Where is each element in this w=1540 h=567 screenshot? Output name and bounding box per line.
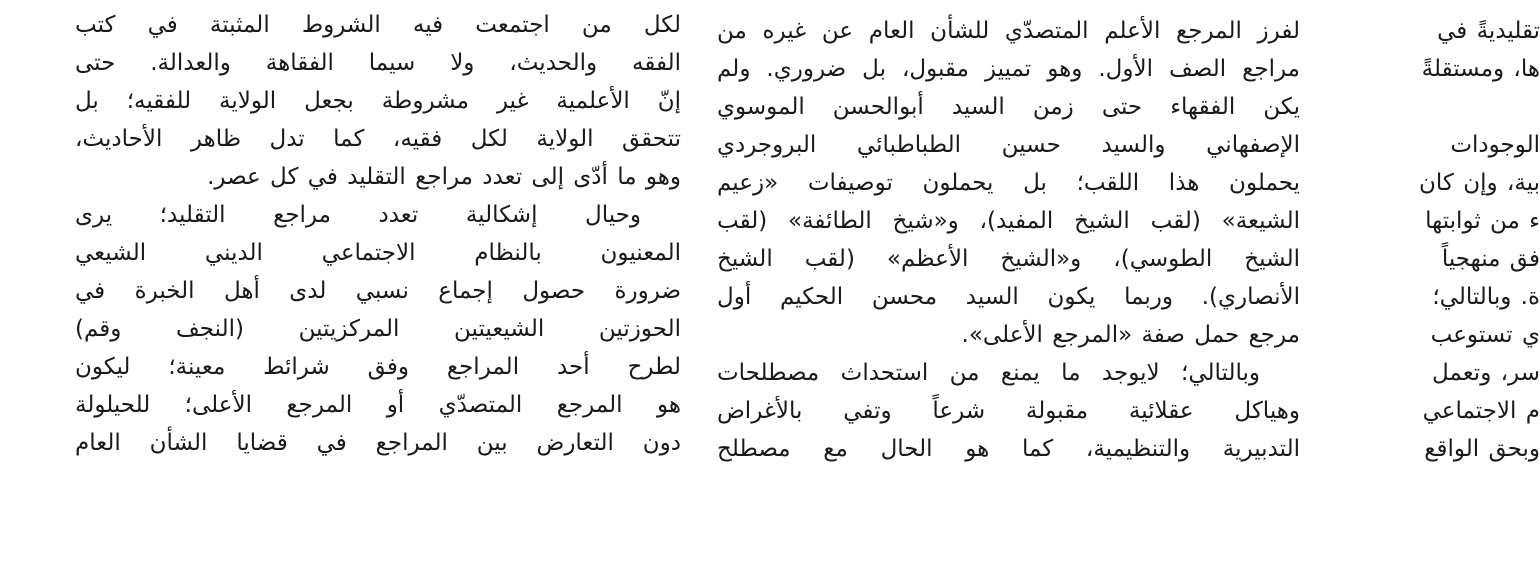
text-line: ة. وبالتالي؛ (1432, 284, 1540, 310)
text-line: وهو ما أدّى إلى تعدد مراجع التقليد في كل عصر. (207, 164, 681, 190)
text-line: الإصفهاني والسيد حسين الطباطبائي البروجردي (717, 132, 1300, 158)
text-line: ها، ومستقلةً (1421, 56, 1540, 82)
text-line: لفرز المرجع الأعلم المتصدّي للشأن العام عن غيره من (717, 18, 1300, 44)
text-line: يكن الفقهاء حتى زمن السيد أبوالحسن الموسوي (717, 94, 1300, 120)
text-line: لكل من اجتمعت فيه الشروط المثبتة في كتب (75, 12, 681, 38)
text-line: لطرح أحد المراجع وفق شرائط معينة؛ ليكون (75, 354, 681, 380)
text-line: ي تستوعب (1430, 322, 1540, 348)
text-line: بية، وإن كان (1419, 170, 1540, 196)
text-line: م الاجتماعي (1422, 398, 1540, 424)
text-line: هو المرجع المتصدّي أو المرجع الأعلى؛ للحيلولة (75, 392, 681, 418)
text-line: وبالتالي؛ لايوجد ما يمنع من استحداث مصطلحات (717, 360, 1260, 386)
text-line: دون التعارض بين المراجع في قضايا الشأن العام (75, 430, 681, 456)
text-line: مراجع الصف الأول. وهو تمييز مقبول، بل ضروري. ولم (717, 56, 1300, 82)
text-line: التدبيرية والتنظيمية، كما هو الحال مع مصطلح (717, 436, 1300, 462)
text-column-right-partial (1352, 0, 1540, 567)
text-line: مرجع حمل صفة «المرجع الأعلى». (961, 322, 1300, 348)
text-line: الوجودات (1450, 132, 1540, 158)
text-line: المعنيون بالنظام الاجتماعي الديني الشيعي (75, 240, 681, 266)
text-line: الفقه والحديث، ولا سيما الفقاهة والعدالة. حتى (75, 50, 681, 76)
text-line (1352, 88, 1540, 126)
text-line: ء من ثوابتها (1425, 208, 1540, 234)
text-line: وهياكل عقلائية مقبولة شرعاً وتفي بالأغراض (717, 398, 1300, 424)
text-line: إنّ الأعلمية غير مشروطة بجعل الولاية للفقيه؛ بل (75, 88, 681, 114)
text-line: الشيعة» (لقب الشيخ المفيد)، و«شيخ الطائفة» (لقب (717, 208, 1300, 234)
text-line: الأنصاري). وربما يكون السيد محسن الحكيم أول (717, 284, 1300, 310)
text-line: ضرورة حصول إجماع نسبي لدى أهل الخبرة في (75, 278, 681, 304)
text-line: فق منهجياً (1441, 246, 1540, 272)
text-line: الشيخ الطوسي)، و«الشيخ الأعظم» (لقب الشيخ (717, 246, 1300, 272)
text-line: وبحق الواقع (1424, 436, 1540, 462)
text-line: الحوزتين الشيعيتين المركزيتين (النجف وقم) (75, 316, 681, 342)
text-line: سر، وتعمل (1431, 360, 1540, 386)
text-line: تتحقق الولاية لكل فقيه، كما تدل ظاهر الأحاديث، (75, 126, 681, 152)
text-line: يحملون هذا اللقب؛ بل يحملون توصيفات «زعيم (717, 170, 1300, 196)
text-line: وحيال إشكالية تعدد مراجع التقليد؛ يرى (75, 202, 641, 228)
text-column-left (75, 0, 681, 567)
text-line: تقليديةً في (1437, 18, 1540, 44)
text-column-middle (717, 0, 1300, 567)
